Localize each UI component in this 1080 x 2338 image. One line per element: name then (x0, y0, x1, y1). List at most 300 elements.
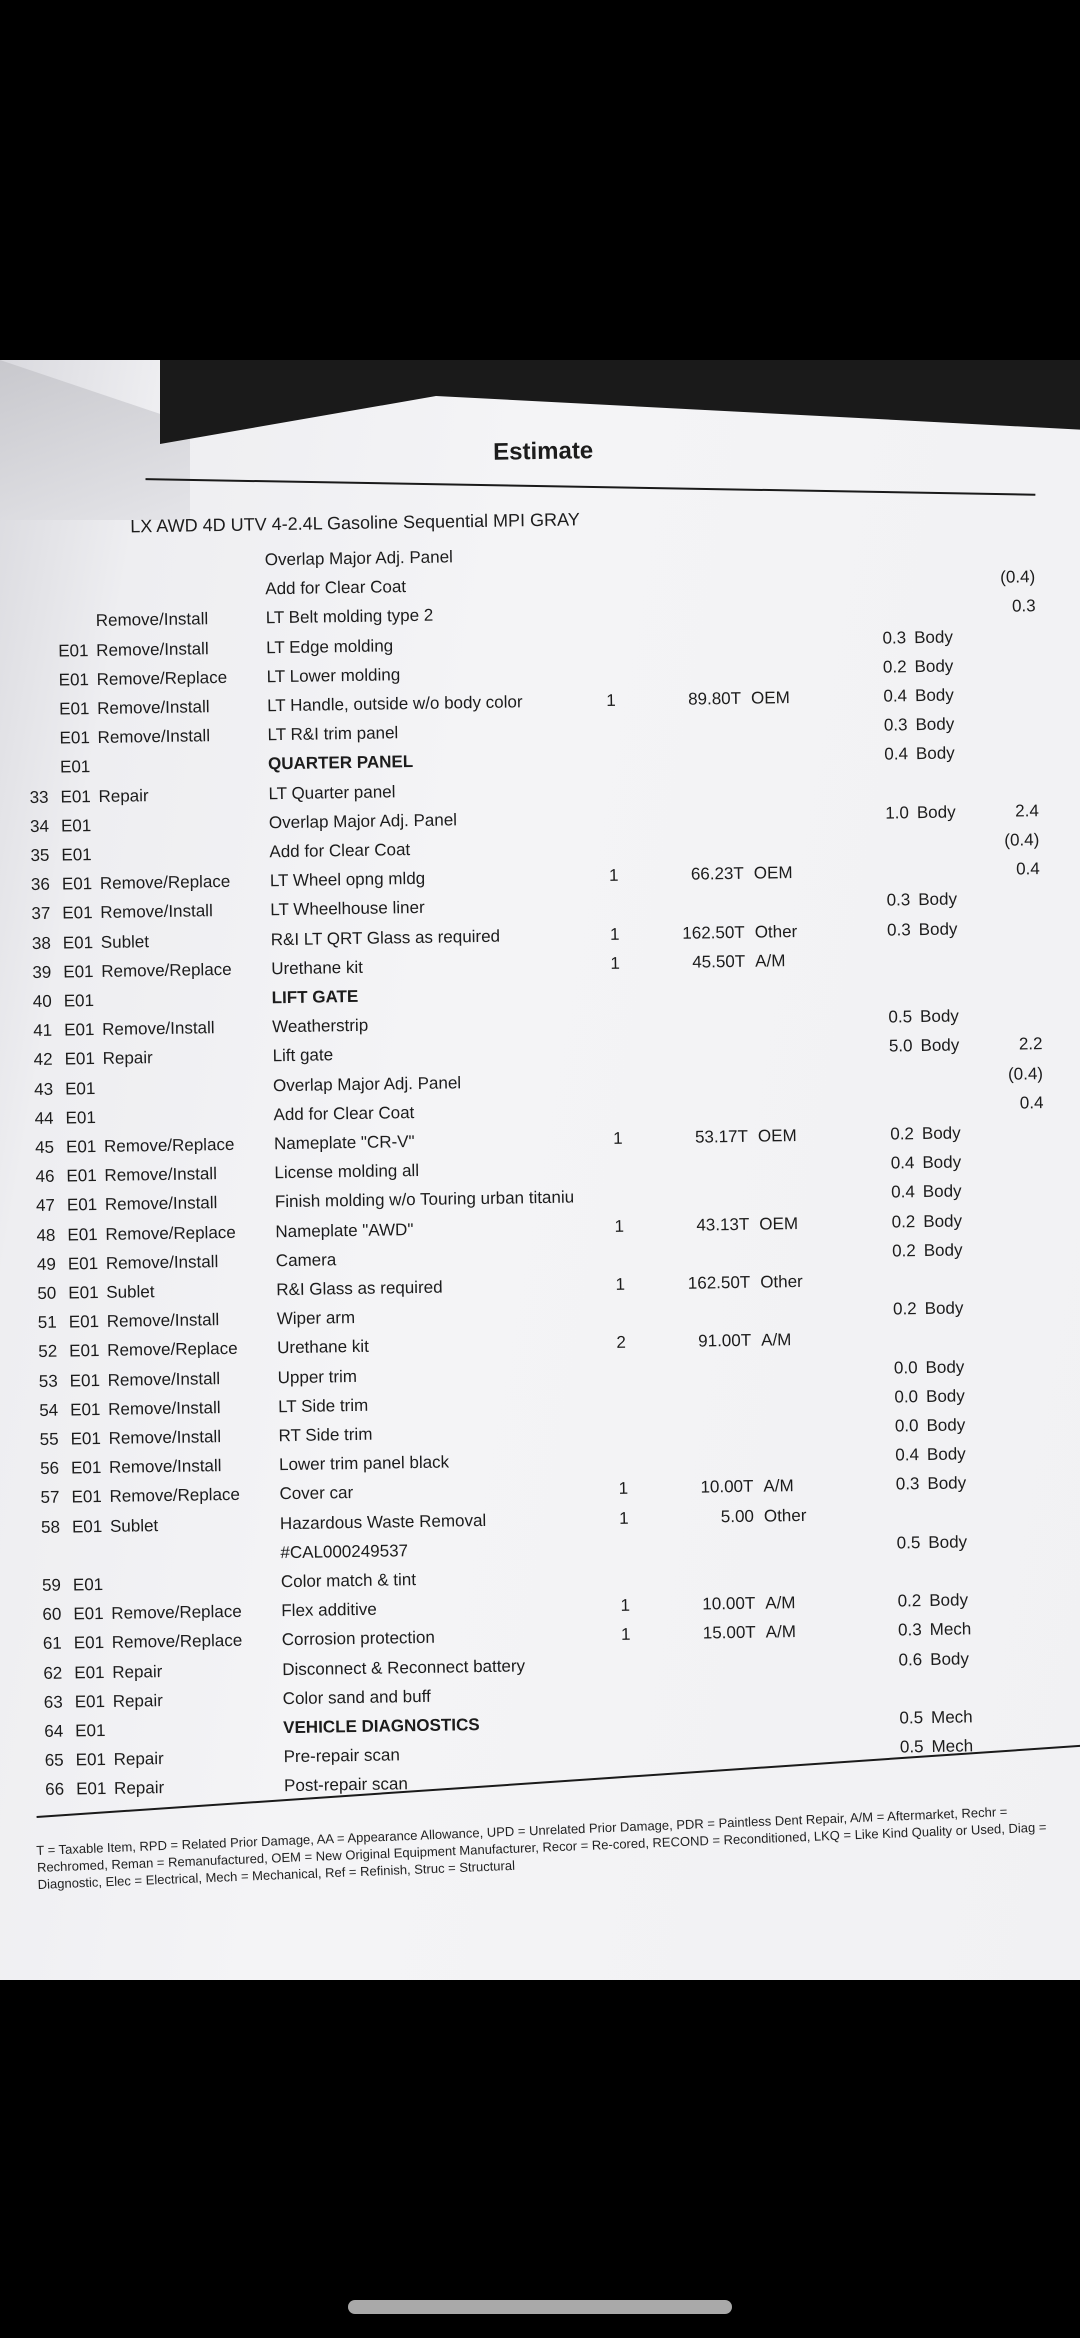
line-description: VEHICLE DIAGNOSTICS (283, 1715, 480, 1738)
line-description: LT Quarter panel (268, 781, 396, 803)
line-number: 39 (32, 962, 52, 982)
labor-hours (871, 949, 911, 950)
extended-price (648, 981, 746, 983)
labor-hours: 1.0 (885, 803, 910, 823)
part-type: A/M (760, 1330, 792, 1350)
line-number: 45 (34, 1137, 55, 1157)
operation-code: E01 (74, 1691, 106, 1712)
labor-category: Mech (929, 1619, 972, 1640)
labor-hours (881, 1562, 921, 1563)
line-number: 50 (37, 1283, 57, 1303)
line-number: 38 (31, 933, 51, 953)
line-description: Flex additive (281, 1599, 377, 1621)
part-type: A/M (765, 1622, 797, 1642)
operation-type: Remove/Install (97, 726, 211, 748)
line-description: LT Wheelhouse liner (270, 898, 425, 920)
labor-hours (877, 1329, 917, 1330)
extended-price: 91.00T (698, 1331, 752, 1351)
quantity: 1 (610, 953, 621, 973)
line-description: LT Wheel opng mldg (269, 869, 426, 891)
extended-price (659, 1682, 757, 1684)
labor-hours (880, 1504, 920, 1505)
paint-hours (976, 1151, 1044, 1152)
part-type: Other (763, 1505, 807, 1526)
extended-price (655, 1448, 753, 1450)
line-number: 60 (42, 1604, 62, 1625)
line-description: LT Handle, outside w/o body color (266, 692, 523, 716)
labor-hours: 0.4 (890, 1153, 915, 1173)
operation-code: E01 (72, 1574, 104, 1595)
quantity: 1 (613, 1128, 623, 1148)
operation-code: E01 (61, 845, 92, 865)
paint-hours (973, 918, 1041, 919)
operation-code: E01 (73, 1604, 104, 1624)
operation-type: Remove/Replace (107, 1339, 238, 1361)
labor-hours: 0.2 (892, 1299, 917, 1319)
labor-hours: 0.5 (899, 1708, 924, 1728)
line-number: 48 (36, 1225, 56, 1245)
operation-code: E01 (69, 1341, 100, 1361)
line-number (14, 758, 48, 759)
line-description: Disconnect & Reconnect battery (282, 1655, 526, 1679)
part-type: Other (754, 921, 798, 942)
paint-hours (981, 1443, 1049, 1444)
extended-price (646, 893, 744, 895)
line-number: 65 (44, 1750, 64, 1771)
labor-hours: 0.0 (894, 1386, 919, 1407)
line-description: Post-repair scan (283, 1774, 408, 1796)
line-description: Overlap Major Adj. Panel (268, 810, 458, 833)
operation-type: Remove/Replace (99, 872, 231, 894)
line-description: LT Lower molding (266, 664, 401, 687)
operation-code: E01 (60, 786, 91, 807)
paint-hours (970, 743, 1038, 744)
labor-category: Body (922, 1152, 962, 1173)
part-type: OEM (759, 1213, 799, 1234)
paint-hours: 0.4 (1019, 1092, 1044, 1113)
line-number: 56 (39, 1458, 60, 1479)
labor-category: Body (919, 1006, 959, 1027)
labor-hours: 0.3 (883, 715, 908, 735)
operation-type: Remove/Install (104, 1193, 218, 1215)
extended-price: 53.17T (694, 1126, 749, 1147)
paint-hours (982, 1502, 1050, 1503)
labor-hours: 0.2 (891, 1240, 916, 1261)
operation-code: E01 (70, 1458, 102, 1478)
labor-hours (868, 774, 908, 775)
operation-code: E01 (58, 699, 90, 719)
paint-hours: 2.4 (1015, 800, 1040, 821)
estimate-document (0, 360, 1080, 1980)
paint-hours (984, 1648, 1052, 1649)
labor-hours: 5.0 (888, 1036, 913, 1056)
line-number (11, 583, 45, 584)
line-description: R&I LT QRT Glass as required (270, 926, 501, 949)
operation-code: E01 (69, 1370, 101, 1391)
line-description: Upper trim (277, 1366, 358, 1387)
operation-type: Remove/Install (104, 1164, 218, 1186)
labor-category: Body (930, 1648, 970, 1669)
paint-hours (968, 626, 1036, 627)
extended-price (653, 1302, 751, 1304)
labor-hours: 0.3 (886, 919, 911, 940)
extended-price: 89.80T (687, 688, 742, 709)
extended-price (652, 1244, 750, 1246)
operation-code: E01 (59, 728, 90, 748)
part-type: A/M (763, 1476, 794, 1496)
operation-type: Repair (113, 1749, 164, 1770)
extended-price (649, 1098, 747, 1100)
labor-category: Body (921, 1123, 961, 1144)
operation-code: E01 (67, 1253, 99, 1274)
labor-category: Body (918, 889, 958, 910)
operation-type: Remove/Install (107, 1397, 221, 1419)
operation-code: E01 (71, 1487, 102, 1507)
operation-type: Remove/Replace (111, 1601, 242, 1624)
extended-price (657, 1565, 755, 1567)
line-number: 55 (39, 1429, 59, 1449)
line-description: LT Side trim (277, 1395, 369, 1416)
line-description: Nameplate "AWD" (275, 1219, 414, 1241)
extended-price (643, 718, 741, 720)
extended-price (642, 601, 740, 603)
labor-hours (866, 599, 906, 600)
paint-hours (979, 1326, 1047, 1327)
line-number: 66 (45, 1779, 65, 1800)
extended-price: 162.50T (682, 922, 745, 943)
quantity: 1 (609, 924, 620, 944)
extended-price (656, 1536, 754, 1538)
labor-category: Body (925, 1357, 965, 1377)
labor-hours: 0.3 (886, 890, 911, 910)
paint-hours (983, 1560, 1051, 1561)
labor-hours: 0.6 (898, 1649, 923, 1670)
line-description: QUARTER PANEL (267, 752, 414, 774)
line-description: Finish molding w/o Touring urban titaniu (274, 1187, 575, 1212)
paint-hours (968, 655, 1036, 656)
operation-type: Remove/Install (96, 697, 210, 718)
line-number (13, 671, 47, 672)
quantity: 2 (616, 1333, 627, 1353)
extended-price (644, 776, 742, 778)
extended-price: 45.50T (692, 951, 746, 972)
extended-price (645, 835, 743, 837)
line-description: LT Edge molding (266, 635, 394, 657)
line-number: 49 (36, 1254, 57, 1274)
operation-code: E01 (70, 1428, 102, 1449)
operation-type: Remove/Replace (111, 1631, 243, 1653)
labor-hours: 0.3 (882, 627, 907, 648)
labor-category: Body (926, 1444, 966, 1465)
line-description: Color match & tint (280, 1570, 417, 1592)
operation-type: Remove/Install (105, 1251, 219, 1273)
line-description: Add for Clear Coat (273, 1102, 415, 1125)
line-description: RT Side trim (278, 1424, 373, 1446)
quantity: 1 (618, 1479, 629, 1499)
paint-hours (970, 772, 1038, 773)
labor-hours (869, 832, 909, 833)
operation-type: Repair (112, 1661, 163, 1682)
quantity: 1 (615, 1274, 626, 1294)
part-type: OEM (753, 863, 793, 883)
quantity: 1 (620, 1625, 631, 1645)
labor-category: Body (922, 1181, 962, 1202)
line-number: 36 (30, 874, 51, 895)
quantity: 1 (608, 865, 619, 886)
operation-code: E01 (74, 1662, 105, 1683)
operation-code: E01 (73, 1633, 105, 1653)
paint-hours: (0.4) (1004, 830, 1040, 850)
part-type: Other (760, 1271, 803, 1292)
line-description: Color sand and buff (282, 1686, 431, 1708)
labor-hours: 0.3 (897, 1620, 922, 1640)
operation-code: E01 (69, 1399, 101, 1420)
paint-hours (984, 1618, 1052, 1619)
extended-price (654, 1390, 752, 1392)
line-description: Overlap Major Adj. Panel (272, 1072, 462, 1095)
operation-type: Remove/Install (102, 1018, 215, 1040)
labor-hours (876, 1270, 916, 1271)
operation-code: E01 (65, 1107, 96, 1128)
labor-hours: 0.5 (899, 1737, 924, 1757)
labor-hours: 0.2 (897, 1591, 922, 1611)
labor-category: Body (923, 1211, 963, 1231)
labor-category: Body (924, 1298, 964, 1319)
paint-hours (972, 889, 1040, 890)
operation-type: Remove/Install (108, 1456, 222, 1478)
operation-type: Remove/Install (107, 1368, 221, 1390)
extended-price (644, 747, 742, 749)
extended-price (659, 1711, 757, 1713)
paint-hours (982, 1531, 1050, 1532)
labor-category: Body (915, 743, 955, 764)
operation-type: Remove/Replace (103, 1134, 235, 1156)
operation-code: E01 (63, 961, 94, 982)
operation-code: E01 (61, 874, 93, 894)
extended-price (649, 1068, 747, 1070)
operation-type: Remove/Install (95, 609, 209, 631)
operation-code: E01 (66, 1166, 97, 1186)
line-number: 42 (33, 1050, 53, 1070)
operation-code: E01 (62, 932, 94, 953)
paint-hours: 0.3 (1011, 596, 1036, 616)
operation-type: Repair (98, 785, 149, 806)
extended-price (642, 660, 740, 662)
labor-hours: 0.4 (891, 1182, 915, 1202)
operation-code: E01 (64, 1020, 95, 1040)
part-type: OEM (750, 688, 790, 708)
labor-category: Body (916, 802, 956, 822)
labor-category: Body (928, 1532, 968, 1552)
line-description: Hazardous Waste Removal (279, 1510, 487, 1533)
line-description: R&I Glass as required (276, 1277, 443, 1300)
extended-price: 43.13T (696, 1214, 750, 1235)
home-indicator[interactable] (348, 2300, 732, 2314)
part-type: A/M (765, 1593, 796, 1613)
operation-type: Remove/Replace (105, 1222, 236, 1244)
labor-category: Body (914, 656, 954, 676)
labor-hours (865, 540, 905, 541)
line-description: Lift gate (272, 1045, 334, 1066)
labor-hours (882, 1679, 922, 1680)
paint-hours (979, 1356, 1047, 1357)
labor-hours: 0.0 (894, 1416, 919, 1436)
line-number: 40 (32, 991, 52, 1011)
extended-price: 10.00T (702, 1593, 756, 1614)
line-number (11, 554, 45, 555)
labor-category: Mech (930, 1707, 973, 1727)
extended-price (645, 806, 743, 808)
operation-code: E01 (68, 1283, 99, 1303)
paint-hours (978, 1239, 1046, 1240)
operation-type: Remove/Replace (96, 667, 228, 689)
extended-price (658, 1652, 756, 1654)
operation-code: E01 (62, 903, 93, 923)
line-number (12, 641, 46, 642)
line-number (12, 612, 46, 613)
line-number: 59 (41, 1575, 62, 1595)
labor-category: Body (920, 1035, 960, 1056)
line-number: 37 (31, 904, 51, 924)
extended-price: 5.00 (720, 1506, 755, 1526)
paint-hours (986, 1764, 1054, 1765)
line-number: 52 (38, 1342, 58, 1362)
labor-category: Mech (931, 1736, 974, 1757)
operation-code: E01 (63, 991, 95, 1011)
labor-category: Body (926, 1415, 966, 1436)
paint-hours: 2.2 (1018, 1034, 1043, 1054)
extended-price (653, 1360, 751, 1362)
line-description: Urethane kit (271, 957, 364, 979)
vehicle-description: LX AWD 4D UTV 4-2.4L Gasoline Sequential MPI GRAY (130, 509, 580, 537)
operation-type: Remove/Replace (109, 1485, 241, 1507)
labor-hours (873, 1066, 913, 1067)
line-description: Overlap Major Adj. Panel (264, 547, 453, 570)
paint-hours (973, 976, 1041, 977)
extended-price (648, 1010, 746, 1012)
labor-hours: 0.3 (895, 1474, 920, 1494)
labor-hours (873, 1095, 913, 1096)
line-number: 34 (29, 816, 50, 836)
line-number: 47 (35, 1196, 56, 1216)
extended-price (642, 630, 740, 632)
line-number: 51 (37, 1312, 57, 1333)
operation-code: E01 (75, 1750, 107, 1770)
operation-code: E01 (75, 1720, 106, 1741)
paint-hours (976, 1122, 1044, 1123)
paint-hours (981, 1472, 1049, 1473)
labor-category: Body (914, 685, 954, 706)
operation-code: E01 (68, 1312, 100, 1332)
labor-hours: 0.5 (888, 1007, 913, 1027)
line-number: 35 (30, 845, 50, 866)
operation-type: Sublet (106, 1282, 155, 1302)
labor-category: Body (915, 714, 955, 735)
labor-hours (865, 569, 905, 570)
labor-hours: 0.2 (891, 1211, 916, 1232)
extended-price: 162.50T (687, 1272, 751, 1293)
quantity: 1 (620, 1595, 631, 1616)
labor-hours (870, 861, 910, 862)
paint-hours (969, 684, 1037, 685)
line-description: Wiper arm (276, 1308, 356, 1329)
labor-category: Body (923, 1240, 963, 1260)
line-description: Pre-repair scan (283, 1745, 400, 1767)
extended-price (651, 1185, 749, 1187)
quantity: 1 (619, 1508, 629, 1528)
line-description: Camera (275, 1250, 337, 1271)
paint-hours (979, 1297, 1047, 1298)
labor-hours: 0.4 (895, 1445, 920, 1465)
line-description: Add for Clear Coat (265, 577, 407, 599)
line-number: 54 (39, 1400, 59, 1420)
labor-hours: 0.2 (890, 1124, 915, 1144)
labor-category: Body (929, 1590, 969, 1611)
extended-price (650, 1156, 748, 1158)
paint-hours (967, 538, 1035, 539)
labor-hours (871, 978, 911, 979)
line-description: Urethane kit (277, 1337, 370, 1358)
abbreviation-legend: T = Taxable Item, RPD = Related Prior Damage, AA = Appearance Allowance, UPD = Unrelated Prior Damage, PDR = Paintless Dent Repair, A/M = Aftermarket, Rechr = Rechromed, Reman = Remanufactured, OEM = New Original Equipment Manufacturer, Recor = Re-cored, RECOND = Reconditioned, LKQ = Like Kind Quality or Used, Diag = Diagnostic, Elec = Electrical, Mech = Mechanical, Ref = Refinish, Struc = Structural (36, 1804, 1047, 1892)
line-description: LT R&I trim panel (267, 723, 399, 745)
paint-hours (984, 1677, 1052, 1678)
operation-code: E01 (59, 757, 91, 777)
labor-hours: 0.5 (896, 1532, 921, 1553)
line-number: 44 (34, 1108, 54, 1128)
labor-hours: 0.4 (884, 744, 909, 764)
operation-type: Remove/Replace (101, 959, 232, 981)
line-description: LIFT GATE (271, 986, 359, 1008)
labor-category: Body (913, 627, 954, 647)
estimate-paper (0, 360, 1080, 1980)
line-number (13, 700, 47, 701)
extended-price: 66.23T (690, 864, 744, 884)
operation-code: E01 (58, 669, 90, 690)
operation-type: Sublet (100, 931, 150, 952)
extended-price: 15.00T (702, 1623, 756, 1643)
line-description: LT Belt molding type 2 (265, 606, 434, 628)
extended-price (654, 1419, 752, 1421)
quantity: 1 (614, 1216, 625, 1236)
line-description: Weatherstrip (272, 1015, 369, 1037)
operation-type: Sublet (109, 1515, 159, 1536)
operation-type: Repair (112, 1690, 163, 1711)
labor-hours: 0.2 (882, 657, 907, 677)
operation-type: Remove/Install (100, 901, 213, 923)
line-number: 46 (35, 1166, 55, 1187)
line-description: Lower trim panel black (278, 1452, 450, 1475)
part-type: A/M (755, 950, 786, 971)
document-title: Estimate (492, 437, 594, 466)
line-description: Nameplate "CR-V" (273, 1132, 415, 1154)
paint-hours (977, 1210, 1045, 1211)
operation-code: E01 (71, 1516, 103, 1537)
operation-code: E01 (65, 1137, 97, 1157)
labor-hours: 0.4 (883, 686, 908, 706)
labor-hours: 0.0 (893, 1357, 918, 1378)
extended-price (641, 572, 739, 574)
paint-hours (974, 1005, 1042, 1006)
line-number: 43 (34, 1079, 54, 1099)
part-type: OEM (757, 1126, 797, 1146)
labor-category: Body (927, 1473, 967, 1494)
line-description: #CAL000249537 (280, 1540, 409, 1562)
line-number: 53 (38, 1371, 58, 1391)
labor-category: Body (918, 919, 958, 939)
line-number: 41 (33, 1020, 53, 1041)
line-number: 58 (40, 1517, 61, 1537)
operation-code: E01 (67, 1224, 98, 1245)
